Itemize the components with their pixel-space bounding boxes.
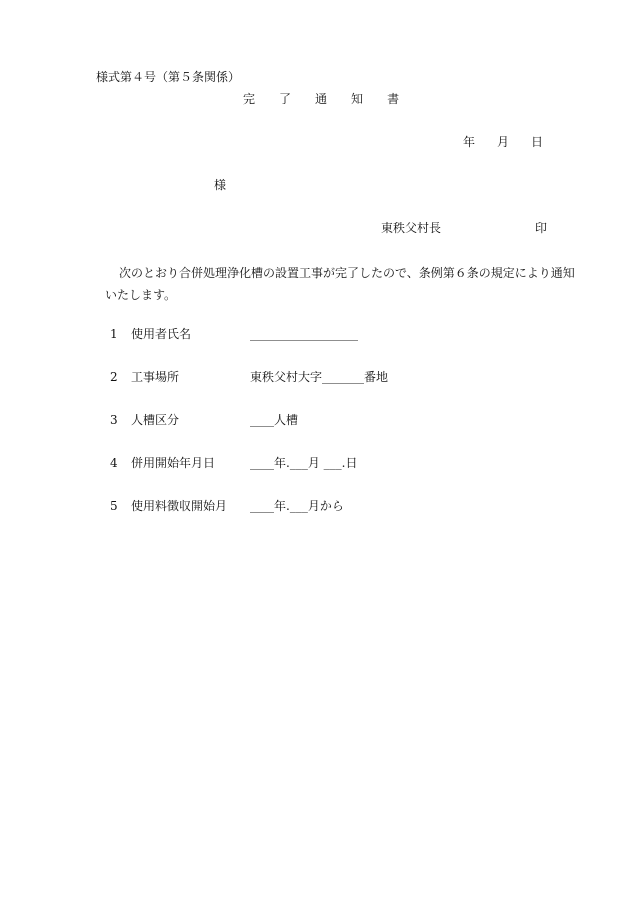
title-char: 了 — [279, 92, 292, 106]
item-value: ____年.___月 ___.日 — [250, 456, 358, 470]
day-label: 日 — [531, 135, 544, 149]
title-char: 書 — [387, 92, 400, 106]
item-number: 4 — [110, 456, 118, 470]
item-value: __________________ — [250, 327, 358, 341]
item-label: 併用開始年月日 — [131, 456, 216, 470]
item-label: 使用料徴収開始月 — [131, 499, 228, 513]
item-number: 1 — [110, 327, 118, 341]
title-char: 通 — [315, 92, 328, 106]
seal-label: 印 — [535, 221, 548, 235]
document-title — [243, 92, 423, 106]
item-number: 2 — [110, 370, 118, 384]
title-char: 知 — [351, 92, 364, 106]
item-value: ____人槽 — [250, 413, 299, 427]
title-char: 完 — [243, 92, 256, 106]
year-label: 年 — [463, 135, 476, 149]
item-label: 工事場所 — [131, 370, 180, 384]
addressee-suffix: 様 — [214, 178, 227, 192]
item-label: 人槽区分 — [131, 413, 180, 427]
item-value: 東秩父村大字_______番地 — [250, 370, 389, 384]
date-line — [463, 135, 565, 149]
form-number: 様式第４号（第５条関係） — [96, 70, 241, 84]
issuer-name: 東秩父村長 — [381, 221, 442, 235]
body-text: 次のとおり合併処理浄化槽の設置工事が完了したので、条例第６条の規定により通知いたします。 — [105, 266, 575, 302]
item-label: 使用者氏名 — [131, 327, 192, 341]
item-number: 5 — [110, 499, 118, 513]
item-number: 3 — [110, 413, 118, 427]
item-value: ____年.___月から — [250, 499, 344, 513]
month-label: 月 — [497, 135, 510, 149]
